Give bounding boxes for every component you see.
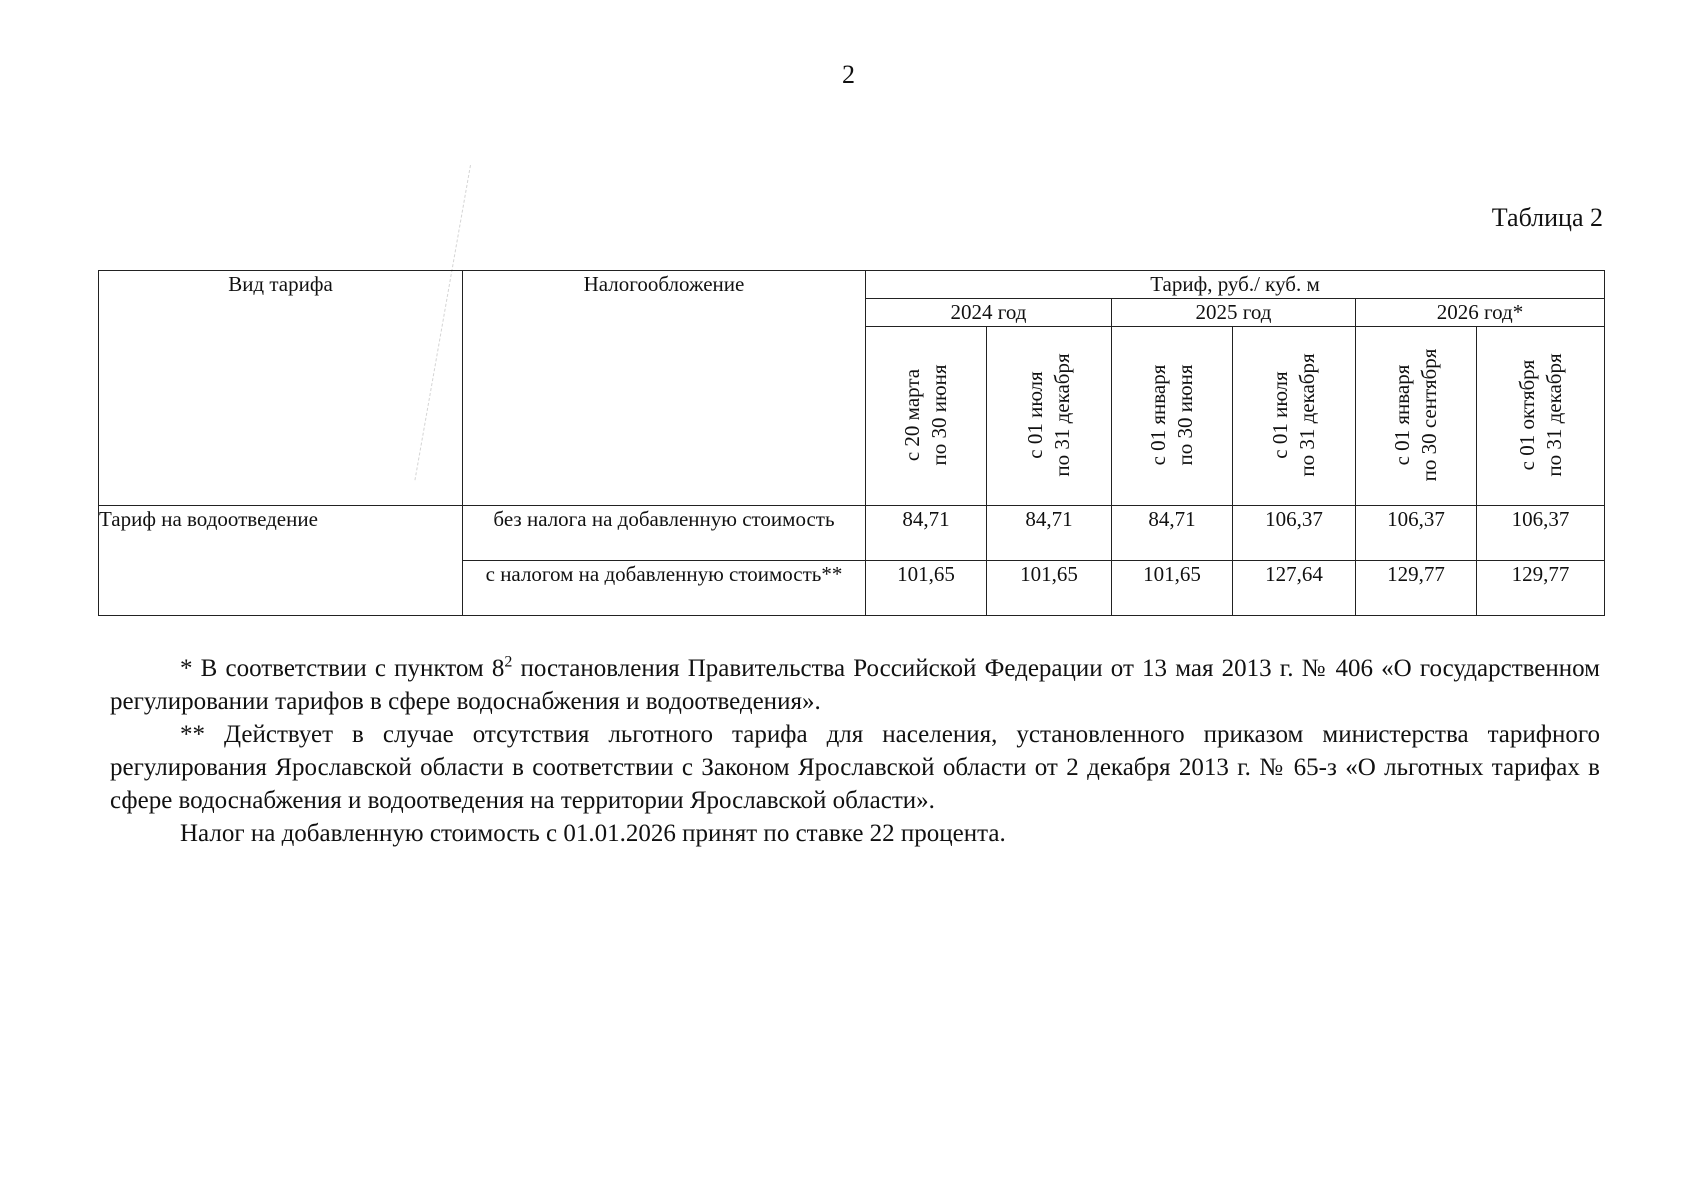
tariff-value: 101,65 — [866, 561, 987, 616]
tariff-value: 106,37 — [1356, 506, 1477, 561]
tariff-value: 106,37 — [1233, 506, 1356, 561]
tariff-value: 84,71 — [1112, 506, 1233, 561]
header-tariff-type: Вид тарифа — [99, 271, 463, 506]
header-period — [1356, 327, 1477, 506]
period-line-from: с 01 января — [1390, 364, 1414, 466]
footnote-1-end: постановления Правительства Российской Федерации от 13 мая 2013 г. № 406 «О государственном регулировании тарифов в сфере водоснабжения и водоотведения». — [110, 655, 1601, 715]
period-line-from: с 20 марта — [900, 368, 924, 462]
header-taxation: Налогообложение — [463, 271, 866, 506]
header-year-2024: 2024 год — [866, 299, 1112, 327]
footnote-double-star: ** Действует в случае отсутствия льготного тарифа для населения, установленного приказом министерства тарифного регулирования Ярославской области в соответствии с Законом Ярославской области от 2 декабря 2013 г. № 65-з «О льготных тарифах в сфере водоснабжения и водоотведения на территории Ярославской области». — [110, 721, 1600, 814]
period-line-to: по 30 июня — [927, 364, 951, 466]
header-period — [866, 327, 987, 506]
period-line-from: с 01 июля — [1023, 371, 1047, 459]
tariff-value: 84,71 — [866, 506, 987, 561]
vat-note: Налог на добавленную стоимость с 01.01.2026 принят по ставке 22 процента. — [180, 820, 1006, 847]
footnote-1-start: * В соответствии с пунктом 8 — [180, 655, 505, 682]
footnote-1-superscript: 2 — [504, 653, 513, 671]
header-year-2025: 2025 год — [1112, 299, 1356, 327]
period-line-from: с 01 октября — [1514, 359, 1539, 471]
taxation-cell: с налогом на добавленную стоимость** — [463, 561, 866, 616]
page-number: 2 — [842, 60, 855, 89]
period-line-to: по 31 декабря — [1295, 353, 1319, 477]
tariff-value: 127,64 — [1233, 561, 1356, 616]
header-period — [1112, 327, 1233, 506]
period-line-to: по 31 декабря — [1050, 353, 1074, 477]
period-line-to: по 30 сентября — [1417, 348, 1441, 482]
header-period — [987, 327, 1112, 506]
taxation-cell: без налога на добавленную стоимость — [463, 506, 866, 561]
tariff-type-cell: Тариф на водоотведение — [99, 506, 463, 616]
footnote-single-star — [110, 652, 1600, 718]
period-line-to: по 30 июня — [1173, 364, 1197, 466]
tariff-value: 101,65 — [987, 561, 1112, 616]
footnotes — [110, 652, 1600, 850]
tariff-value: 106,37 — [1477, 506, 1605, 561]
header-period — [1477, 327, 1605, 506]
period-line-from: с 01 января — [1146, 364, 1170, 466]
header-year-2026: 2026 год* — [1356, 299, 1605, 327]
tariff-value: 84,71 — [987, 506, 1112, 561]
period-line-to: по 31 декабря — [1541, 353, 1566, 477]
header-tariff-unit: Тариф, руб./ куб. м — [866, 271, 1605, 299]
header-period — [1233, 327, 1356, 506]
period-line-from: с 01 июля — [1268, 371, 1292, 459]
tariff-value: 129,77 — [1477, 561, 1605, 616]
tariff-table — [98, 270, 1605, 616]
table-caption: Таблица 2 — [1491, 203, 1603, 232]
tariff-value: 129,77 — [1356, 561, 1477, 616]
tariff-value: 101,65 — [1112, 561, 1233, 616]
table-row — [99, 506, 1605, 561]
